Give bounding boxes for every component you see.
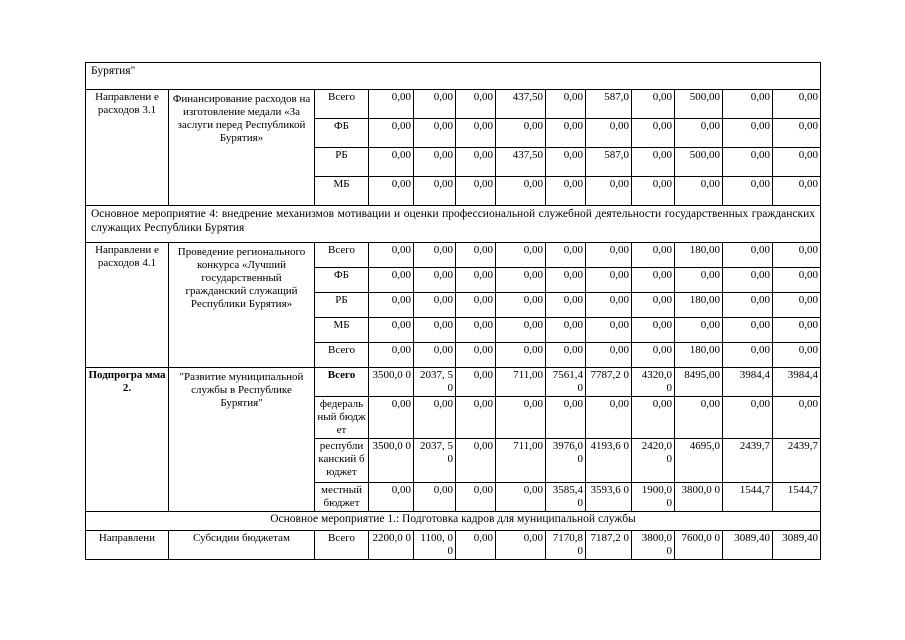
value-cell: 0,00 <box>456 268 496 293</box>
value-cell: 0,00 <box>546 90 586 119</box>
value-cell: 500,00 <box>675 90 723 119</box>
value-cell: 0,00 <box>546 177 586 206</box>
value-cell: 0,00 <box>414 177 456 206</box>
value-cell: 3800,0 0 <box>632 530 675 559</box>
direction-label: Направлени е расходов 4.1 <box>86 243 169 368</box>
value-cell: 0,00 <box>414 482 456 511</box>
value-cell: 0,00 <box>369 243 414 268</box>
value-cell: 0,00 <box>369 148 414 177</box>
value-cell: 0,00 <box>456 90 496 119</box>
value-cell: 180,00 <box>675 243 723 268</box>
value-cell: 0,00 <box>456 293 496 318</box>
value-cell: 0,00 <box>369 119 414 148</box>
value-cell: 3800,0 0 <box>675 482 723 511</box>
value-cell: 0,00 <box>632 293 675 318</box>
direction-name: Субсидии бюджетам <box>169 530 315 559</box>
main-event-1: Основное мероприятие 1.: Подготовка кадров для муниципальной службы <box>86 511 821 530</box>
direction-label: Направлени <box>86 530 169 559</box>
value-cell: 0,00 <box>632 343 675 368</box>
value-cell: 0,00 <box>456 318 496 343</box>
value-cell: 0,00 <box>773 343 821 368</box>
value-cell: 0,00 <box>414 90 456 119</box>
value-cell: 3984,4 <box>723 368 773 397</box>
value-cell: 0,00 <box>586 318 632 343</box>
source-cell: местный бюджет <box>315 482 369 511</box>
value-cell: 0,00 <box>586 343 632 368</box>
value-cell: 0,00 <box>632 177 675 206</box>
source-cell: МБ <box>315 177 369 206</box>
value-cell: 0,00 <box>456 119 496 148</box>
value-cell: 3500,0 0 <box>369 368 414 397</box>
value-cell: 7561,4 0 <box>546 368 586 397</box>
value-cell: 2420,0 0 <box>632 438 675 482</box>
value-cell: 0,00 <box>456 177 496 206</box>
value-cell: 0,00 <box>675 397 723 439</box>
value-cell: 0,00 <box>723 318 773 343</box>
source-cell: МБ <box>315 318 369 343</box>
value-cell: 0,00 <box>723 177 773 206</box>
value-cell: 0,00 <box>414 148 456 177</box>
value-cell: 0,00 <box>496 268 546 293</box>
value-cell: 0,00 <box>369 293 414 318</box>
value-cell: 7600,0 0 <box>675 530 723 559</box>
value-cell: 0,00 <box>723 343 773 368</box>
value-cell: 0,00 <box>632 148 675 177</box>
value-cell: 0,00 <box>496 397 546 439</box>
value-cell: 0,00 <box>773 243 821 268</box>
value-cell: 0,00 <box>773 397 821 439</box>
value-cell: 587,0 <box>586 148 632 177</box>
value-cell: 437,50 <box>496 148 546 177</box>
value-cell: 0,00 <box>723 268 773 293</box>
subprogram-label: Подпрогра мма 2. <box>86 368 169 512</box>
value-cell: 0,00 <box>586 119 632 148</box>
value-cell: 0,00 <box>632 119 675 148</box>
direction-label: Направлени е расходов 3.1 <box>86 90 169 206</box>
value-cell: 4193,6 0 <box>586 438 632 482</box>
value-cell: 0,00 <box>496 482 546 511</box>
value-cell: 0,00 <box>632 268 675 293</box>
table-row <box>86 243 821 268</box>
value-cell: 0,00 <box>456 243 496 268</box>
value-cell: 0,00 <box>414 318 456 343</box>
value-cell: 0,00 <box>456 148 496 177</box>
source-cell: Всего <box>315 90 369 119</box>
value-cell: 0,00 <box>496 177 546 206</box>
value-cell: 7187,2 0 <box>586 530 632 559</box>
value-cell: 2439,7 <box>773 438 821 482</box>
value-cell: 1544,7 <box>773 482 821 511</box>
value-cell: 180,00 <box>675 293 723 318</box>
value-cell: 0,00 <box>546 293 586 318</box>
budget-table <box>85 62 821 560</box>
value-cell: 0,00 <box>632 397 675 439</box>
table-row <box>86 511 821 530</box>
value-cell: 0,00 <box>496 318 546 343</box>
value-cell: 0,00 <box>496 119 546 148</box>
value-cell: 3089,40 <box>773 530 821 559</box>
source-cell: Всего <box>315 243 369 268</box>
value-cell: 0,00 <box>369 177 414 206</box>
direction-name: Проведение регионального конкурса «Лучший государственный гражданский служащий Республики Бурятия» <box>169 243 315 368</box>
value-cell: 0,00 <box>723 119 773 148</box>
value-cell: 3585,4 0 <box>546 482 586 511</box>
value-cell: 0,00 <box>414 119 456 148</box>
value-cell: 3089,40 <box>723 530 773 559</box>
value-cell: 0,00 <box>773 268 821 293</box>
value-cell: 0,00 <box>586 397 632 439</box>
value-cell: 0,00 <box>773 318 821 343</box>
value-cell: 0,00 <box>456 482 496 511</box>
source-cell: ФБ <box>315 268 369 293</box>
value-cell: 0,00 <box>496 343 546 368</box>
value-cell: 0,00 <box>546 243 586 268</box>
value-cell: 0,00 <box>496 293 546 318</box>
table-row <box>86 206 821 243</box>
direction-name: Финансирование расходов на изготовление медали «За заслуги перед Республикой Бурятия» <box>169 90 315 206</box>
value-cell: 0,00 <box>546 268 586 293</box>
value-cell: 0,00 <box>456 438 496 482</box>
value-cell: 0,00 <box>723 243 773 268</box>
header-cell: Бурятия" <box>86 63 821 90</box>
value-cell: 0,00 <box>414 268 456 293</box>
value-cell: 1100, 00 <box>414 530 456 559</box>
value-cell: 0,00 <box>546 397 586 439</box>
value-cell: 0,00 <box>586 293 632 318</box>
value-cell: 0,00 <box>723 293 773 318</box>
value-cell: 3976,0 0 <box>546 438 586 482</box>
value-cell: 0,00 <box>632 318 675 343</box>
value-cell: 2037, 50 <box>414 438 456 482</box>
value-cell: 2037, 50 <box>414 368 456 397</box>
value-cell: 3593,6 0 <box>586 482 632 511</box>
value-cell: 1544,7 <box>723 482 773 511</box>
source-cell: РБ <box>315 293 369 318</box>
value-cell: 0,00 <box>586 243 632 268</box>
value-cell: 0,00 <box>632 243 675 268</box>
value-cell: 0,00 <box>632 90 675 119</box>
value-cell: 0,00 <box>414 397 456 439</box>
value-cell: 4695,0 <box>675 438 723 482</box>
value-cell: 0,00 <box>369 318 414 343</box>
value-cell: 0,00 <box>456 530 496 559</box>
value-cell: 0,00 <box>496 243 546 268</box>
value-cell: 0,00 <box>773 177 821 206</box>
source-cell: Всего <box>315 530 369 559</box>
table-row <box>86 530 821 559</box>
source-cell: федераль ный бюджет <box>315 397 369 439</box>
value-cell: 0,00 <box>586 268 632 293</box>
value-cell: 0,00 <box>675 119 723 148</box>
source-cell: республи канский бюджет <box>315 438 369 482</box>
value-cell: 500,00 <box>675 148 723 177</box>
value-cell: 0,00 <box>369 397 414 439</box>
value-cell: 0,00 <box>369 482 414 511</box>
value-cell: 0,00 <box>414 343 456 368</box>
value-cell: 711,00 <box>496 438 546 482</box>
value-cell: 0,00 <box>369 343 414 368</box>
value-cell: 0,00 <box>723 397 773 439</box>
source-cell: Всего <box>315 343 369 368</box>
value-cell: 8495,00 <box>675 368 723 397</box>
value-cell: 0,00 <box>369 268 414 293</box>
value-cell: 7170,8 0 <box>546 530 586 559</box>
value-cell: 180,00 <box>675 343 723 368</box>
value-cell: 0,00 <box>773 90 821 119</box>
value-cell: 0,00 <box>546 343 586 368</box>
value-cell: 0,00 <box>414 243 456 268</box>
value-cell: 711,00 <box>496 368 546 397</box>
source-cell: ФБ <box>315 119 369 148</box>
value-cell: 0,00 <box>414 293 456 318</box>
source-cell: Всего <box>315 368 369 397</box>
value-cell: 0,00 <box>675 268 723 293</box>
table-row <box>86 90 821 119</box>
subprogram-name: "Развитие муниципальной службы в Республике Бурятия" <box>169 368 315 512</box>
value-cell: 0,00 <box>456 397 496 439</box>
value-cell: 2200,0 0 <box>369 530 414 559</box>
value-cell: 0,00 <box>456 343 496 368</box>
value-cell: 0,00 <box>546 318 586 343</box>
value-cell: 0,00 <box>496 530 546 559</box>
value-cell: 3984,4 <box>773 368 821 397</box>
table-row <box>86 368 821 397</box>
value-cell: 0,00 <box>675 177 723 206</box>
value-cell: 0,00 <box>546 148 586 177</box>
value-cell: 0,00 <box>773 148 821 177</box>
value-cell: 2439,7 <box>723 438 773 482</box>
value-cell: 7787,2 0 <box>586 368 632 397</box>
value-cell: 0,00 <box>369 90 414 119</box>
value-cell: 587,0 <box>586 90 632 119</box>
value-cell: 0,00 <box>675 318 723 343</box>
value-cell: 437,50 <box>496 90 546 119</box>
value-cell: 0,00 <box>546 119 586 148</box>
value-cell: 4320,0 0 <box>632 368 675 397</box>
value-cell: 0,00 <box>773 293 821 318</box>
value-cell: 0,00 <box>586 177 632 206</box>
main-event-4: Основное мероприятие 4: внедрение механизмов мотивации и оценки профессиональной служебной деятельности государственных гражданских служащих Республики Бурятия <box>86 206 821 243</box>
value-cell: 0,00 <box>723 148 773 177</box>
value-cell: 0,00 <box>456 368 496 397</box>
value-cell: 0,00 <box>723 90 773 119</box>
value-cell: 0,00 <box>773 119 821 148</box>
table-row <box>86 63 821 90</box>
value-cell: 1900,0 0 <box>632 482 675 511</box>
source-cell: РБ <box>315 148 369 177</box>
value-cell: 3500,0 0 <box>369 438 414 482</box>
